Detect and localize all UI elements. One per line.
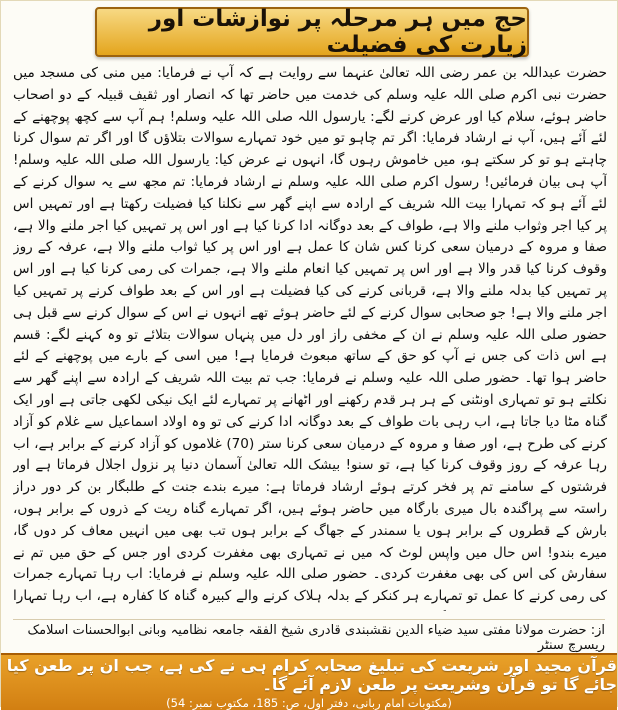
footer-banner: [1, 653, 617, 710]
divider: [13, 619, 605, 620]
title-banner: [95, 7, 529, 57]
footer-reference: (مکتوبات امام ربانی، دفتر اول، ص: 185، مکتوب نمبر: 54): [166, 695, 452, 710]
page-title: حج میں ہر مرحلہ پر نوازشات اور زیارت کی فضیلت: [148, 6, 527, 58]
author-credit: از: حضرت مولانا مفتی سید ضیاء الدین نقشبندی قادری شیخ الفقہ جامعہ نظامیہ وبانی ابوالحسنات اسلامک ریسرچ سنٹر: [27, 623, 605, 653]
article-body: حضرت عبداللہ بن عمر رضی اللہ تعالیٰ عنہما سے روایت ہے کہ آپ نے فرمایا: میں منی کی مسجد میں حضرت نبی اکرم صلی اللہ علیہ وسلم کی خدمت میں حاضر تھا کہ انصار اور ثقیف قبیلہ کے دو اصحاب حاضر ہوئے، سلام کیا اور عرض کرنے لگے: یارسول اللہ صلی اللہ علیہ وسلم! ہم آپ سے کچھ پوچھنے کے لئے آئے ہیں، آپ نے ارشاد فرمایا: اگر تم چاہو تو میں خود تمہارے سوالات بتلاؤں گا اور اگر تم سوال کرنا چاہتے ہو تو کر سکتے ہو، میں خاموش رہوں گا، انہوں نے عرض کیا: یارسول اللہ صلی اللہ علیہ وسلم! آپ ہی بیان فرمائیں! رسول اکرم صلی اللہ علیہ وسلم نے ارشاد فرمایا: تم مجھ سے یہ سوال کرنے کے لئے آئے ہو کہ تمہارا بیت اللہ شریف کے ارادہ سے اپنے گھر سے نکلنا کیا فضیلت رکھتا ہے اور تمہیں اس پر کیا اجر وثواب ملنے والا ہے، طواف کے بعد دوگانہ ادا کرنا کیا ہے اور اس پر تمہیں کیا اجر ملنے والا ہے، صفا و مروہ کے درمیان سعی کرنا کس شان کا عمل ہے اور اس پر کیا ثواب ملنے والا ہے، عرفہ کے روز وقوف کرنا کیا قدر والا ہے اور اس پر تمہیں کیا انعام ملنے والا ہے، جمرات کی رمی کرنا کیا ہے اور اس پر تمہیں کیا بدلہ ملنے والا ہے، قربانی کرنے کی کیا فضیلت ہے اور اس کے بعد طواف کرنے پر تمہیں کیا اجر ملنے والا ہے! جو صحابی سوال کرنے کے لئے حاضر ہوئے تھے انہوں نے اس کے سوال کرنے سے قبل ہی حضور صلی اللہ علیہ وسلم نے ان کے مخفی راز اور دل میں پنہاں سوالات بتلائے تو وہ کہنے لگے: قسم ہے اس ذات کی جس نے آپ کو حق کے ساتھ مبعوث فرمایا ہے! میں اسی کے بارے میں پوچھنے کے لئے حاضر ہوا تھا۔ حضور صلی اللہ علیہ وسلم نے فرمایا: جب تم بیت اللہ شریف کے ارادہ سے اپنے گھر سے نکلتے ہو تو تمہاری اونٹنی کے ہر ہر قدم رکھنے اور اٹھانے پر تمہارے لئے ایک نیکی لکھی جاتی ہے اور ایک گناہ مٹا دیا جاتا ہے، اب رہی بات طواف کے بعد دوگانہ ادا کرنے کی تو وہ اولاد اسماعیل سے غلام کو آزاد کرنے کی طرح ہے، اور صفا و مروہ کے درمیان سعی کرنا ستر (70) غلاموں کو آزاد کرنے کے برابر ہے، اب رہا عرفہ کے روز وقوف کرنا کیا ہے، تو سنو! بیشک اللہ تعالیٰ آسمان دنیا پر نزول اجلال فرماتا ہے اور فرشتوں کے سامنے تم پر فخر کرتے ہوئے ارشاد فرماتا ہے: میرے بندے جنت کے طلبگار بن کر دور دراز راستہ سے پراگندہ بال میری بارگاہ میں حاضر ہوئے ہیں، اگر تمہارے گناہ ریت کے ذروں کے برابر ہوں، بارش کے قطروں کے برابر ہوں یا سمندر کے جھاگ کے برابر ہوں تب بھی میں انہیں معاف کر دوں گا، میرے بندو! اس حال میں واپس لوٹ کہ میں نے تمہاری بھی مغفرت کردی اور جس کے حق میں تم نے سفارش کی اس کی بھی مغفرت کردی۔ حضور صلی اللہ علیہ وسلم نے فرمایا: اب رہا تمہارے جمرات کی رمی کرنے کا عمل تو تمہارے ہر کنکر کے بدلہ ہلاک کرنے والے کبیرہ گناہ کا کفارہ ہے، اب رہا تمہارا: [13, 65, 607, 605]
footer-quote: قرآن مجید اور شریعت کی تبلیغ صحابہ کرام ہی نے کی ہے، جب ان پر طعن کیا جائے گا تو قرآن وشریعت پر طعن لازم آئے گا۔: [6, 655, 617, 694]
